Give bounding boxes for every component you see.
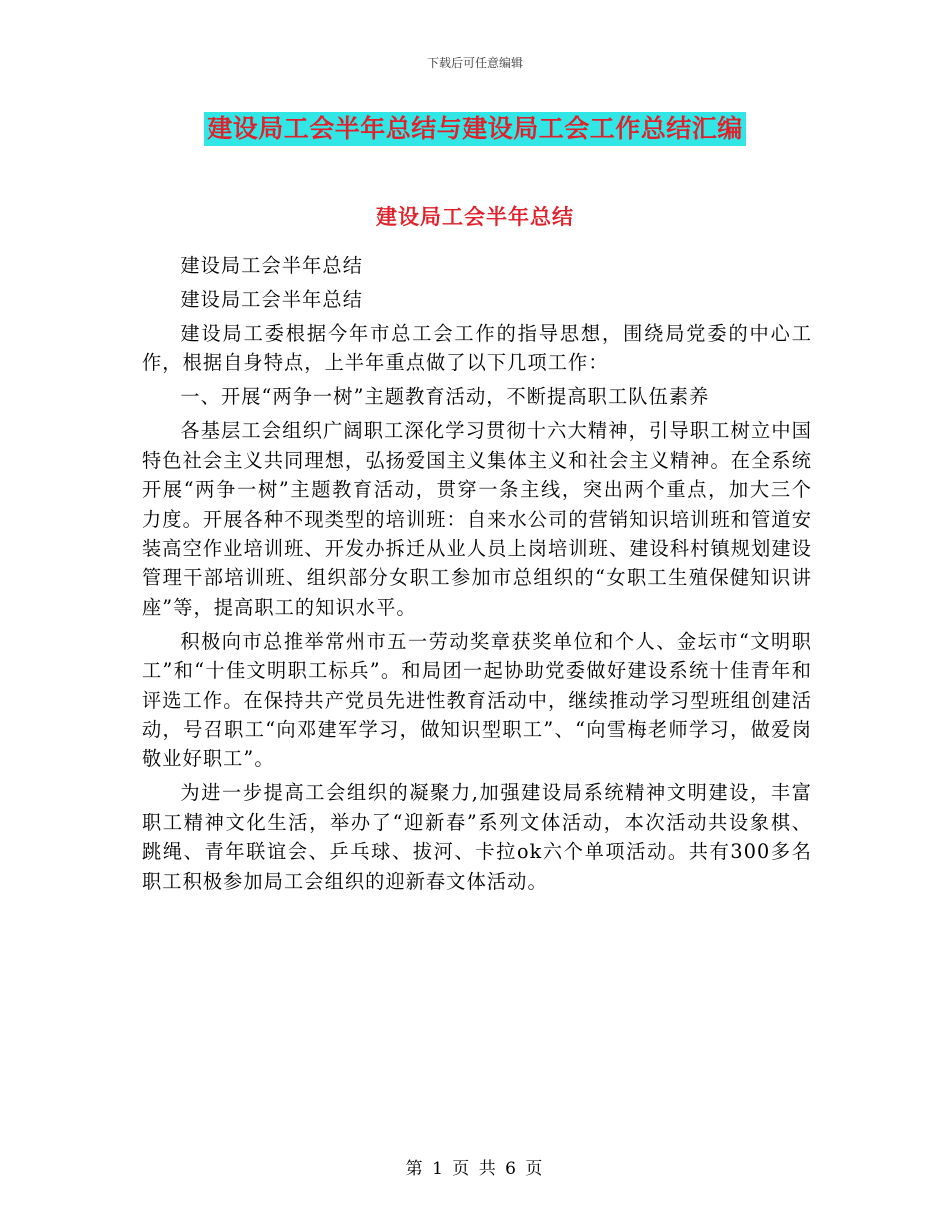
header-note: 下载后可任意编辑 bbox=[426, 56, 523, 70]
paragraph: 建设局工会半年总结 bbox=[180, 288, 363, 311]
sub-title: 建设局工会半年总结 bbox=[376, 205, 574, 229]
page-number: 第 1 页 共 6 页 bbox=[405, 1159, 545, 1179]
paragraph: 建设局工委根据今年市总工会工作的指导思想，围绕局党委的中心工作，根据自身特点，上半年重点做了以下几项工作： bbox=[142, 322, 812, 375]
paragraph: 积极向市总推举常州市五一劳动奖章获奖单位和个人、金坛市“文明职工”和“十佳文明职工标兵”。和局团一起协助党委做好建设系统十佳青年和评选工作。在保持共产党员先进性教育活动中，继续推动学习型班组创建活动，号召职工“向邓建军学习，做知识型职工”、“向雪梅老师学习，做爱岗敬业好职工”。 bbox=[142, 629, 812, 771]
paragraph: 建设局工会半年总结 bbox=[180, 254, 363, 277]
main-title: 建设局工会半年总结与建设局工会工作总结汇编 bbox=[204, 112, 746, 146]
paragraph: 各基层工会组织广阔职工深化学习贯彻十六大精神，引导职工树立中国特色社会主义共同理想，弘扬爱国主义集体主义和社会主义精神。在全系统开展“两争一树”主题教育活动，贯穿一条主线，突出两个重点，加大三个力度。开展各种不现类型的培训班：自来水公司的营销知识培训班和管道安装高空作业培训班、开发办拆迁从业人员上岗培训班、建设科村镇规划建设管理干部培训班、组织部分女职工参加市总组织的“女职工生殖保健知识讲座”等，提高职工的知识水平。 bbox=[142, 419, 812, 619]
main-title-container bbox=[0, 112, 950, 146]
paragraph: 为进一步提高工会组织的凝聚力,加强建设局系统精神文明建设，丰富职工精神文化生活，举办了“迎新春”系列文体活动，本次活动共设象棋、跳绳、青年联谊会、乒乓球、拔河、卡拉ok六个单项活动。共有300多名职工积极参加局工会组织的迎新春文体活动。 bbox=[142, 781, 812, 893]
section-heading: 一、开展“两争一树”主题教育活动，不断提高职工队伍素养 bbox=[180, 385, 710, 409]
document-body bbox=[142, 251, 812, 901]
